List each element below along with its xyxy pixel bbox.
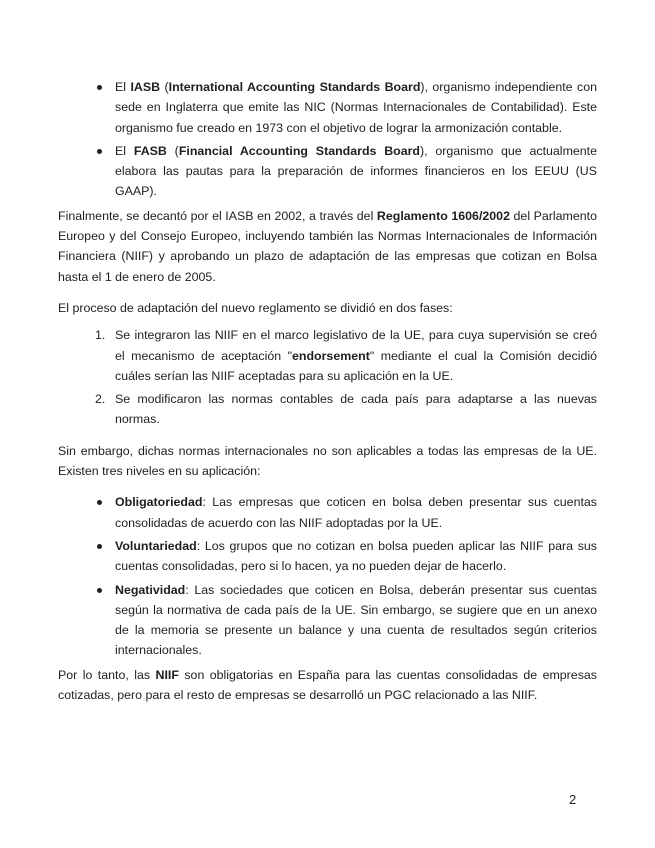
paragraph-conclusion	[58, 665, 597, 706]
text: Por lo tanto, las	[58, 667, 156, 682]
text: ), organismo independiente con sede en Inglaterra que emite las NIC (Normas Internacionales de Contabilidad). Este organismo fue creado en 1973 con el objetivo de lograr la armonización contable.	[115, 80, 597, 135]
fasb-abbr: FASB	[133, 143, 167, 158]
paragraph-levels-intro: Sin embargo, dichas normas internacionales no son aplicables a todas las empresas de la UE. Existen tres niveles en su aplicación:	[58, 443, 597, 479]
page-content	[58, 77, 597, 705]
niif-bold: NIIF	[155, 667, 179, 682]
list-item-voluntariedad	[58, 536, 597, 577]
text: Se modificaron las normas contables de cada país para adaptarse a las nuevas normas.	[115, 392, 597, 427]
list-item-obligatoriedad	[58, 492, 597, 533]
text: son obligatorias en España para las cuentas consolidadas de empresas cotizadas, pero para el resto de empresas se desarrolló un PGC relacionado a las NIIF.	[58, 667, 597, 703]
level-name: Negatividad	[115, 582, 186, 597]
text: (	[160, 80, 169, 94]
text: El	[115, 143, 134, 158]
iasb-abbr: IASB	[130, 80, 161, 94]
text: ), organismo que actualmente elabora las pautas para la preparación de informes financieros en los EEUU (US GAAP).	[115, 143, 597, 199]
reglamento-bold: Reglamento 1606/2002	[376, 208, 510, 223]
application-levels-list	[58, 492, 597, 660]
level-name: Obligatoriedad	[115, 495, 203, 510]
text: Finalmente, se decantó por el IASB en 2002, a través del	[58, 208, 377, 223]
page-number: 2	[569, 792, 577, 807]
list-item-fasb	[58, 141, 597, 202]
item-number: 1.	[95, 328, 106, 343]
text: Se integraron las NIIF en el marco legislativo de la UE, para cuya supervisión se creó el mecanismo de aceptación "	[115, 328, 597, 363]
text: del Parlamento Europeo y del Consejo Europeo, incluyendo también las Normas Internacionales de Información Financiera (NIIF) y aprobando un plazo de adaptación de las empresas que cotizan en Bolsa hasta el 1 de enero de 2005.	[58, 208, 597, 284]
phases-list	[58, 325, 597, 429]
text: : Las sociedades que coticen en Bolsa, deberán presentar sus cuentas según la normativa de cada país de la UE. Sin embargo, se sugiere que en un anexo de la memoria se presente un balance y una cuenta de resultados según criterios internacionales.	[115, 582, 597, 658]
list-item-negatividad	[58, 580, 597, 661]
text: : Los grupos que no cotizan en bolsa pueden aplicar las NIIF para sus cuentas consolidadas, pero si lo hacen, ya no pueden dejar de hacerlo.	[115, 538, 597, 574]
item-number: 2.	[95, 392, 106, 407]
standards-bodies-list	[58, 77, 597, 202]
text: : Las empresas que coticen en bolsa deben presentar sus cuentas consolidadas de acuerdo con las NIIF adoptadas por la UE.	[115, 495, 597, 530]
paragraph-phases-intro: El proceso de adaptación del nuevo reglamento se dividió en dos fases:	[58, 300, 453, 315]
iasb-full-name: International Accounting Standards Board	[168, 80, 421, 94]
text: (	[166, 143, 179, 158]
text: " mediante el cual la Comisión decidió cuáles serían las NIIF aceptadas para su aplicación en la UE.	[115, 348, 597, 383]
text: El	[115, 80, 131, 94]
paragraph-reglamento	[58, 206, 597, 287]
list-item-iasb	[58, 77, 597, 138]
list-item-phase-1	[58, 325, 597, 386]
fasb-full-name: Financial Accounting Standards Board	[178, 143, 420, 158]
level-name: Voluntariedad	[115, 538, 197, 553]
list-item-phase-2	[58, 389, 597, 430]
endorsement-bold: endorsement	[292, 348, 370, 363]
